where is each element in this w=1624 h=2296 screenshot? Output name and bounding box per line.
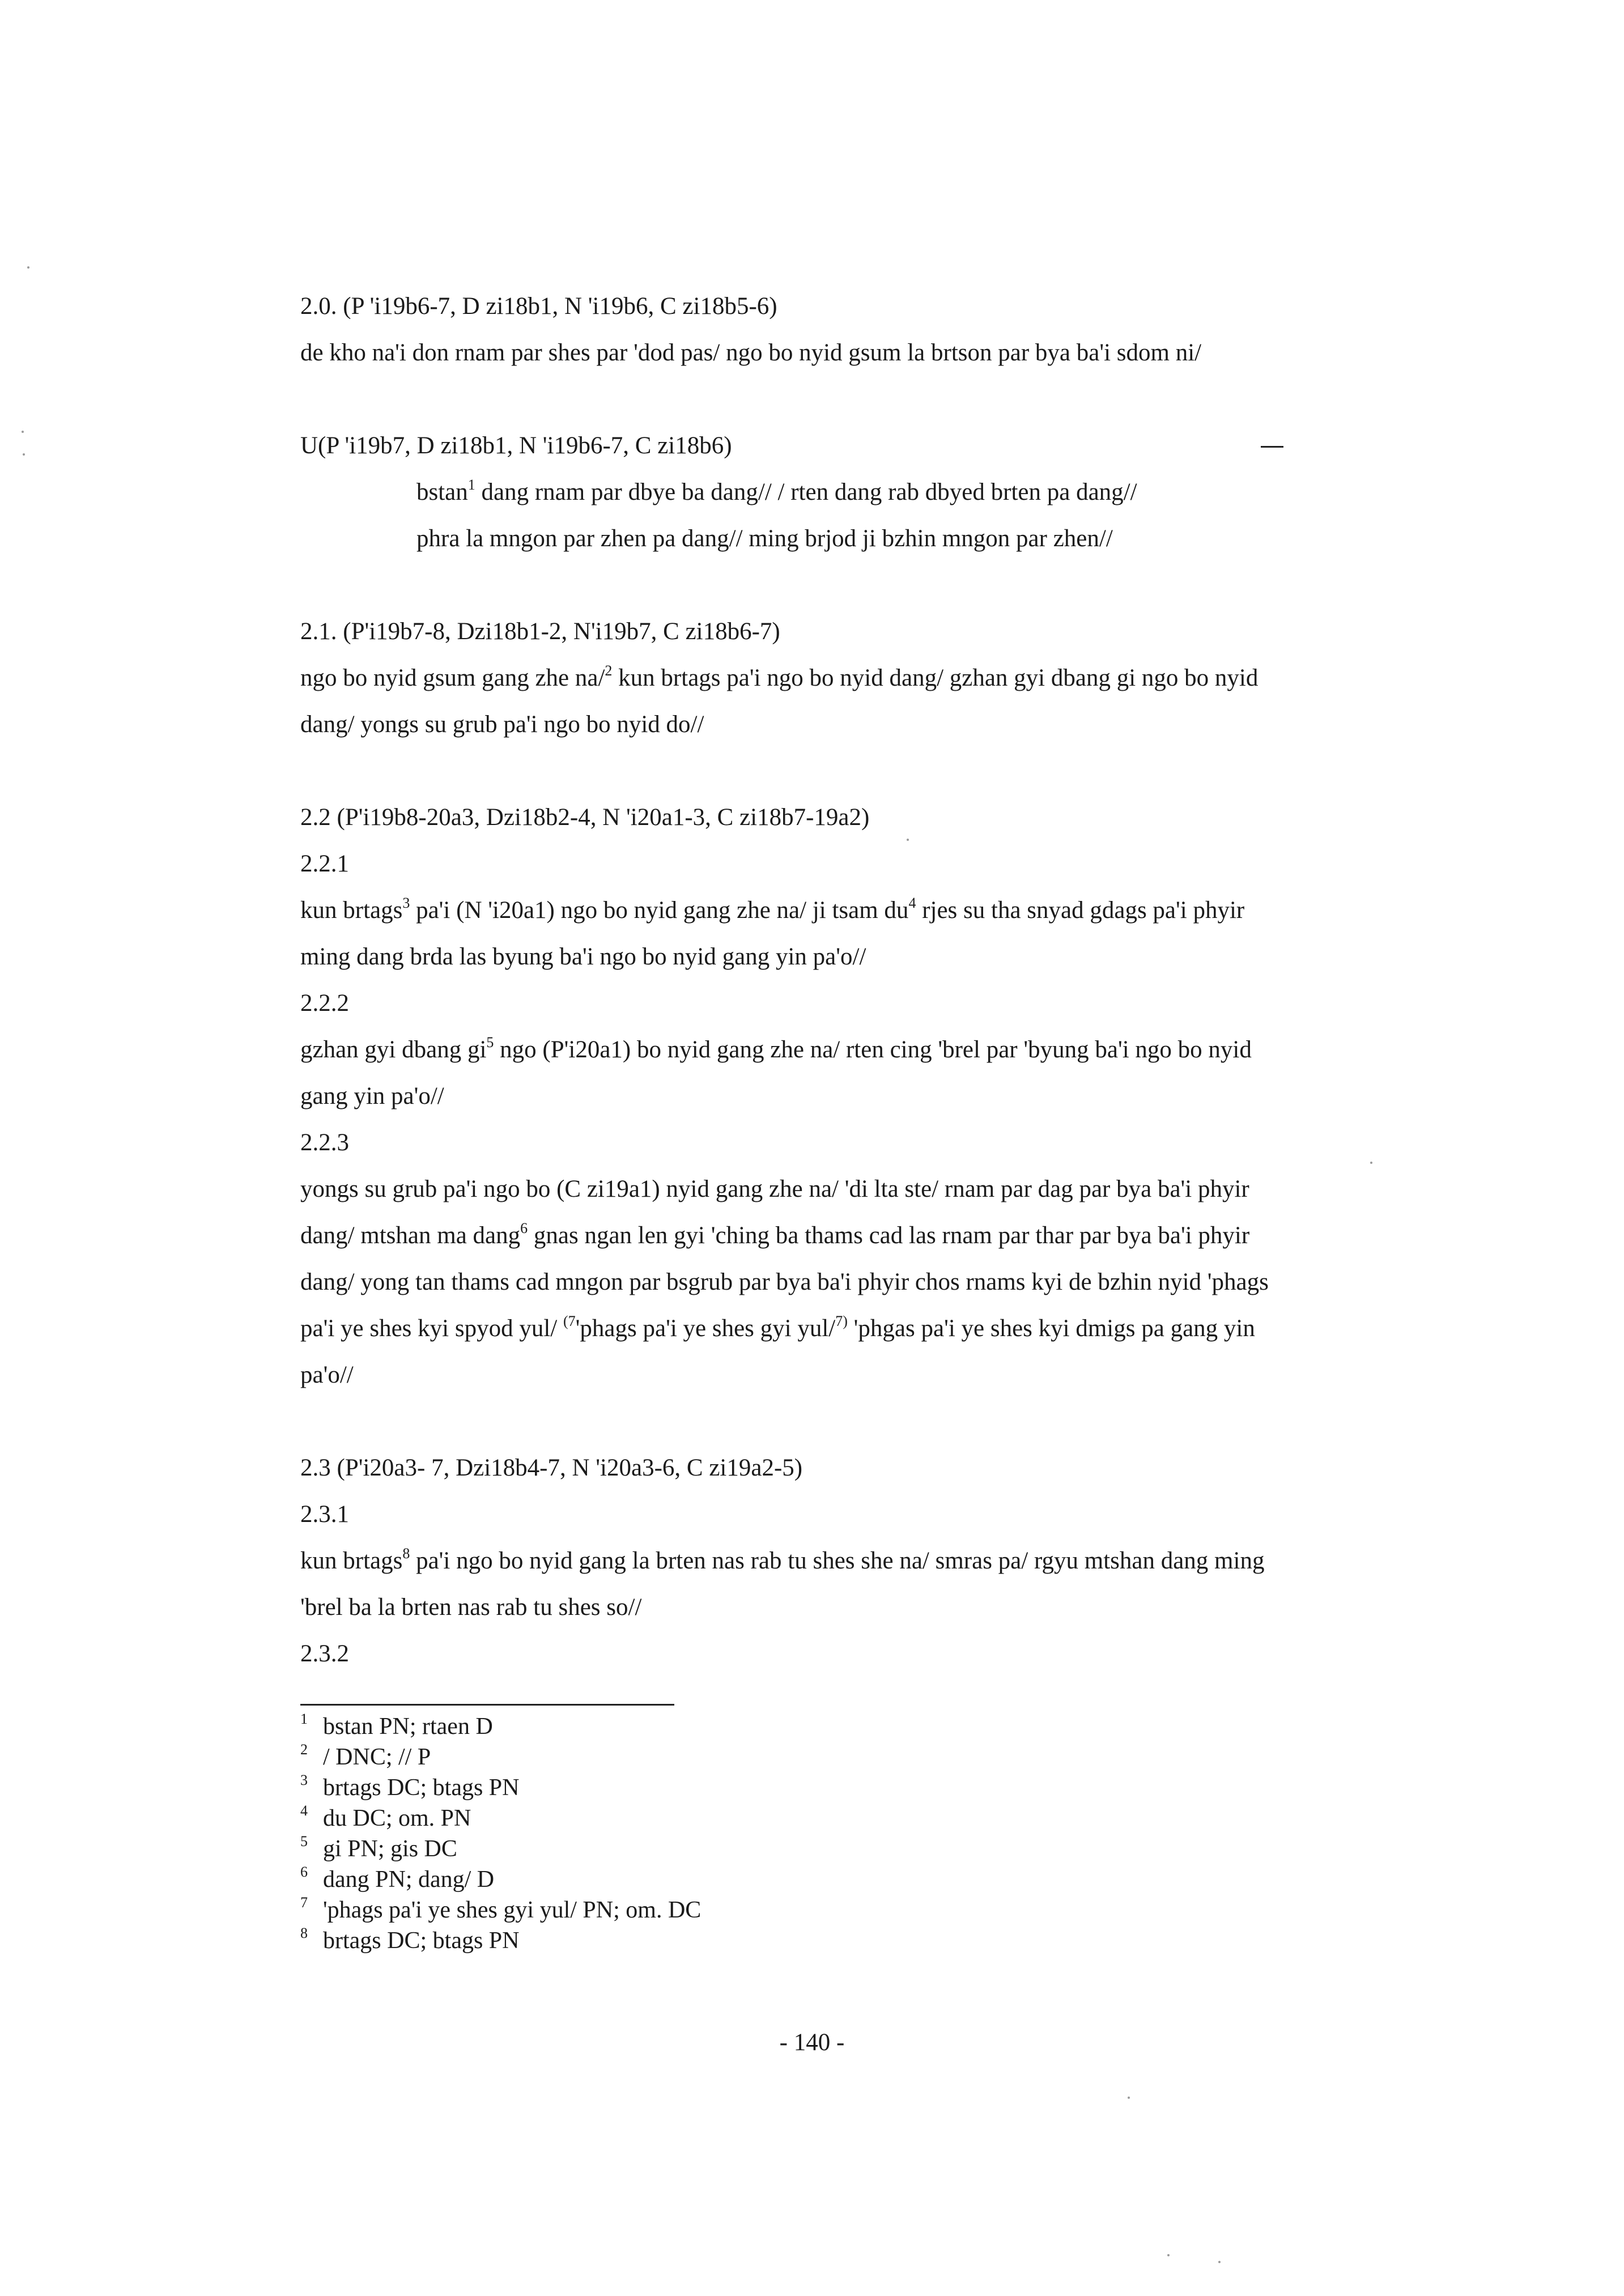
section-heading: 2.3.1 bbox=[300, 1501, 349, 1528]
footnote-text: dang PN; dang/ D bbox=[323, 1866, 495, 1893]
scan-speck bbox=[1370, 1162, 1372, 1164]
footnote-marker: 4 bbox=[908, 895, 916, 911]
footnote-item: 1 bstan PN; rtaen D bbox=[300, 1711, 493, 1740]
scan-speck bbox=[907, 839, 909, 841]
footnote-item: 4 du DC; om. PN bbox=[300, 1802, 471, 1831]
footnote-item: 5 gi PN; gis DC bbox=[300, 1833, 457, 1862]
paragraph-gap bbox=[300, 562, 1405, 609]
main-text bbox=[300, 283, 1405, 1677]
footnote-text: gi PN; gis DC bbox=[323, 1836, 457, 1862]
text-line: dang/ mtshan ma dang$^6$ gnas ngan len gyi 'ching ba thams cad las rnam par thar par bya ba'i phyir bbox=[300, 1220, 1250, 1249]
text-line: 'brel ba la brten nas rab tu shes so// bbox=[300, 1594, 642, 1621]
text-line: ngo bo nyid gsum gang zhe na/$^2$ kun brtags pa'i ngo bo nyid dang/ gzhan gyi dbang gi ngo bo nyid bbox=[300, 662, 1259, 691]
footnote-marker: 2 bbox=[605, 662, 613, 679]
page-number: - 140 - bbox=[779, 2029, 845, 2056]
footnote-marker: 7) bbox=[835, 1313, 848, 1329]
section-heading: 2.3.2 bbox=[300, 1640, 349, 1667]
text-line: yongs su grub pa'i ngo bo (C zi19a1) nyid gang zhe na/ 'di lta ste/ rnam par dag par bya ba'i phyir bbox=[300, 1176, 1249, 1202]
footnote-text: du DC; om. PN bbox=[323, 1805, 471, 1831]
text-line: dang/ yong tan thams cad mngon par bsgrub par bya ba'i phyir chos rnams kyi de bzhin nyid 'phags bbox=[300, 1269, 1269, 1295]
text-line: pa'o// bbox=[300, 1362, 354, 1388]
verse-line: bstan$^1$ dang rnam par dbye ba dang// / rten dang rab dbyed brten pa dang// bbox=[416, 477, 1137, 505]
footnote-item: 6 dang PN; dang/ D bbox=[300, 1864, 495, 1893]
section-heading: 2.2.3 bbox=[300, 1129, 349, 1156]
text-line: ming dang brda las byung ba'i ngo bo nyid gang yin pa'o// bbox=[300, 943, 866, 970]
footnotes bbox=[300, 1711, 701, 1956]
footnote-marker: 8 bbox=[402, 1545, 410, 1562]
footnote-item: 2 / DNC; // P bbox=[300, 1741, 431, 1770]
footnote-text: brtags DC; btags PN bbox=[323, 1928, 520, 1954]
paragraph-gap bbox=[300, 1398, 1405, 1445]
text-line: pa'i ye shes kyi spyod yul/ $^{(7}$'phags pa'i ye shes gyi yul/$^{7)}$ 'phgas pa'i ye shes kyi dmigs pa gang yin bbox=[300, 1313, 1255, 1342]
section-heading: 2.2 (P'i19b8-20a3, Dzi18b2-4, N 'i20a1-3, C zi18b7-19a2) bbox=[300, 804, 870, 831]
scan-speck bbox=[1167, 2254, 1170, 2256]
scan-speck bbox=[23, 453, 25, 456]
text-line: dang/ yongs su grub pa'i ngo bo nyid do// bbox=[300, 711, 704, 738]
footnote-item: 8 brtags DC; btags PN bbox=[300, 1925, 520, 1954]
text-line: gzhan gyi dbang $gi^5$ ngo (P'i20a1) bo nyid gang zhe na/ rten cing 'brel par 'byung ba'i ngo bo nyid bbox=[300, 1034, 1252, 1063]
footnote-marker: 3 bbox=[402, 895, 410, 911]
section-heading: 2.1. (P'i19b7-8, Dzi18b1-2, N'i19b7, C zi18b6-7) bbox=[300, 618, 780, 645]
scan-speck bbox=[22, 431, 24, 433]
section-heading: 2.2.1 bbox=[300, 851, 349, 877]
footnote-marker: 6 bbox=[520, 1220, 528, 1236]
paragraph-gap bbox=[300, 376, 1405, 423]
scan-speck bbox=[1128, 2097, 1130, 2099]
footnote-text: brtags DC; btags PN bbox=[323, 1775, 520, 1801]
footnote-marker: 5 bbox=[486, 1034, 494, 1051]
section-heading: 2.3 (P'i20a3- 7, Dzi18b4-7, N 'i20a3-6, C zi19a2-5) bbox=[300, 1455, 803, 1481]
footnote-item: 3 brtags DC; btags PN bbox=[300, 1772, 520, 1801]
text-line: de kho na'i don rnam par shes par 'dod pas/ ngo bo nyid gsum la brtson par bya ba'i sdom ni/ bbox=[300, 339, 1202, 366]
footnote-text: / DNC; // P bbox=[323, 1744, 431, 1770]
verse-line: phra la mngon par zhen pa dang// ming brjod ji bzhin mngon par zhen// bbox=[416, 525, 1113, 552]
paragraph-gap bbox=[300, 748, 1405, 794]
scan-speck bbox=[27, 266, 29, 269]
scan-speck bbox=[1218, 2261, 1221, 2263]
text-line: gang yin pa'o// bbox=[300, 1083, 444, 1109]
section-heading: U(P 'i19b7, D zi18b1, N 'i19b6-7, C zi18b6) bbox=[300, 432, 732, 459]
footnote-text: 'phags pa'i ye shes gyi yul/ PN; om. DC bbox=[323, 1897, 702, 1923]
footnote-marker: 1 bbox=[467, 477, 475, 493]
section-heading: 2.2.2 bbox=[300, 990, 349, 1017]
footnote-text: bstan PN; rtaen D bbox=[323, 1714, 493, 1740]
footnote-item: 7 'phags pa'i ye shes gyi yul/ PN; om. DC bbox=[300, 1894, 702, 1923]
footnote-separator bbox=[300, 1704, 674, 1706]
section-heading: 2.0. (P 'i19b6-7, D zi18b1, N 'i19b6, C zi18b5-6) bbox=[300, 293, 777, 320]
text-line: kun brtags$^3$ pa'i (N 'i20a1) ngo bo nyid gang zhe na/ ji tsam $du^4$ rjes su tha snyad gdags pa'i phyir bbox=[300, 895, 1245, 924]
footnote-marker: (7 bbox=[563, 1313, 576, 1329]
margin-dash bbox=[1261, 446, 1283, 448]
text-line: kun brtags$^8$ pa'i ngo bo nyid gang la brten nas rab tu shes she na/ smras pa/ rgyu mtshan dang ming bbox=[300, 1545, 1265, 1574]
